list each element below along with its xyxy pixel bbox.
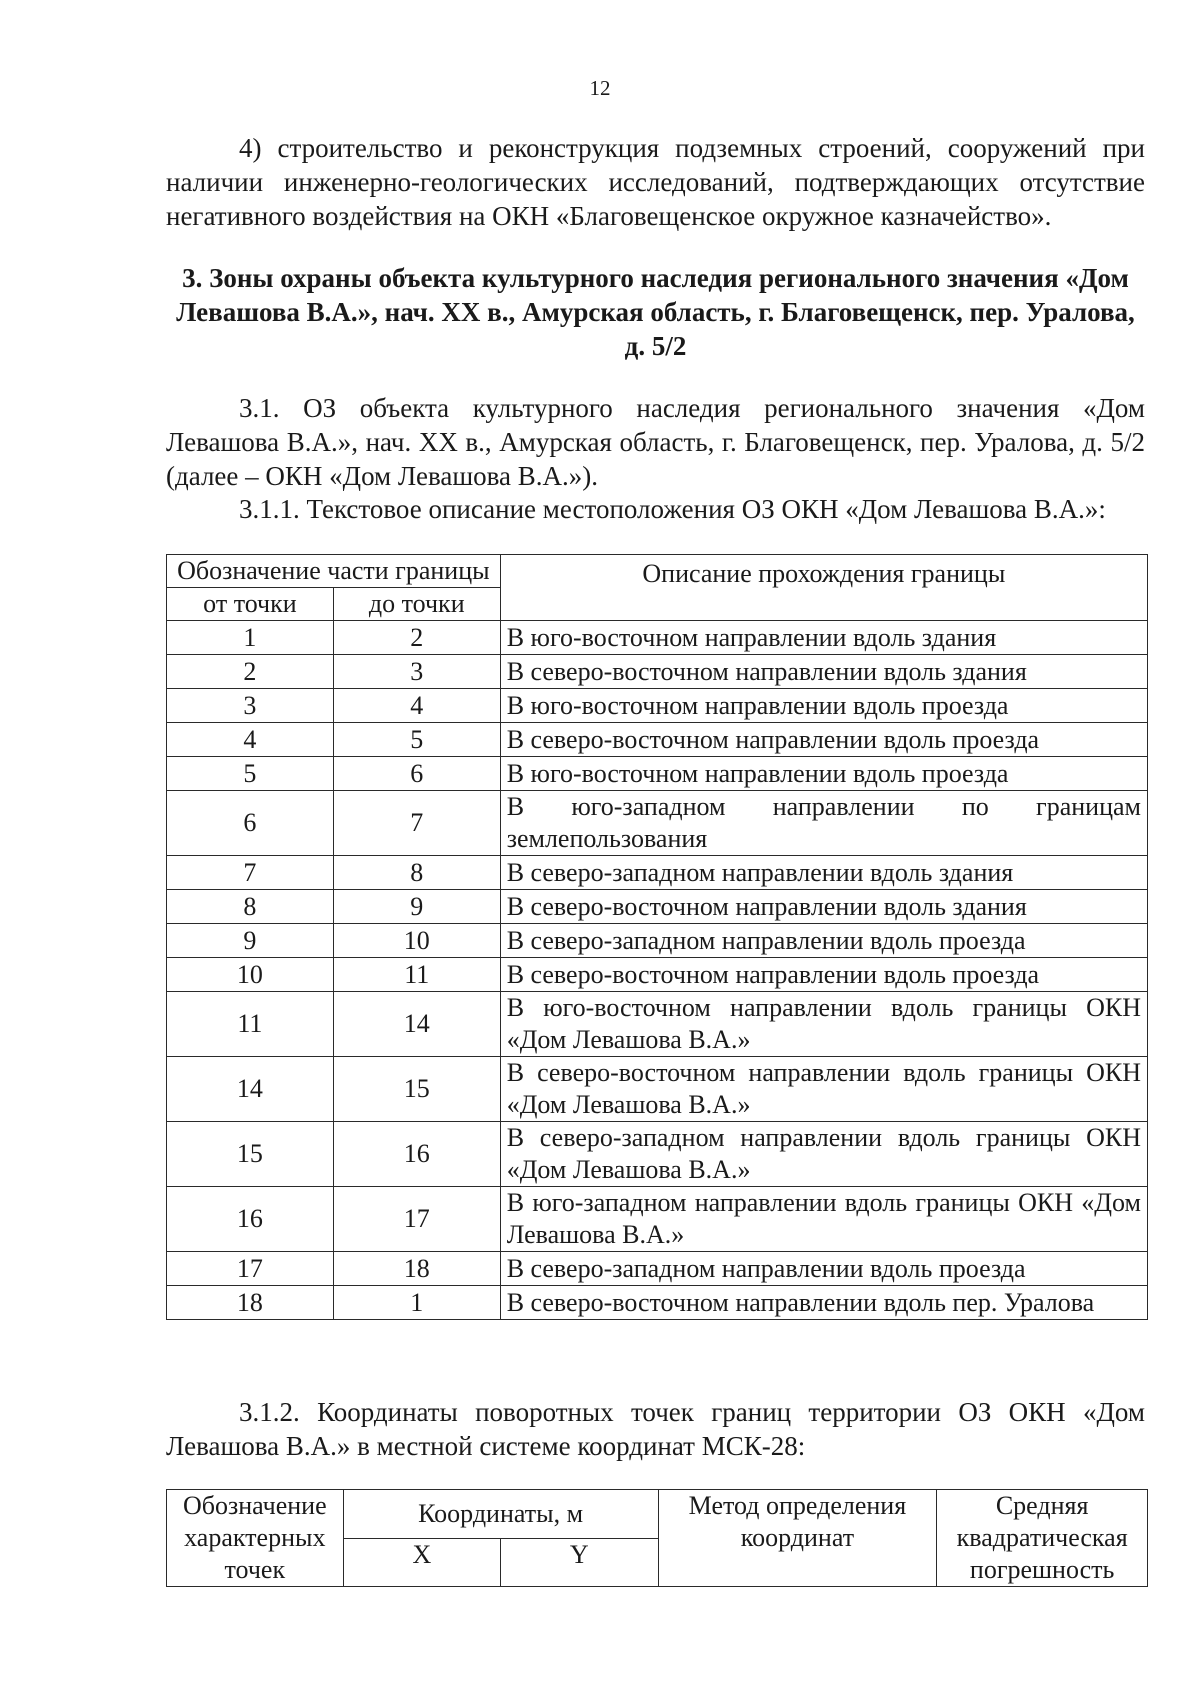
- from-point-cell: 11: [167, 992, 334, 1057]
- from-point-cell: 17: [167, 1252, 334, 1286]
- section-heading: 3. Зоны охраны объекта культурного наследия регионального значения «Дом Левашова В.А.», нач. XX в., Амурская область, г. Благовещенск, пер. Уралова, д. 5/2: [176, 263, 1135, 361]
- to-point-cell: 3: [333, 655, 500, 689]
- table-row: [167, 1057, 1148, 1122]
- to-point-cell: 11: [333, 958, 500, 992]
- description-cell: В северо-восточном направлении вдоль пер. Уралова: [500, 1286, 1147, 1320]
- to-point-cell: 18: [333, 1252, 500, 1286]
- description-cell: В северо-западном направлении вдоль границы ОКН «Дом Левашова В.А.»: [500, 1122, 1147, 1187]
- from-point-cell: 7: [167, 856, 334, 890]
- paragraph-3-1: 3.1. ОЗ объекта культурного наследия регионального значения «Дом Левашова В.А.», нач. XX в., Амурская область, г. Благовещенск, пер. Уралова, д. 5/2 (далее – ОКН «Дом Левашова В.А.»).: [166, 393, 1145, 491]
- description-cell: В юго-восточном направлении вдоль здания: [500, 621, 1147, 655]
- description-cell: В юго-восточном направлении вдоль границы ОКН «Дом Левашова В.А.»: [500, 992, 1147, 1057]
- header-boundary-description: Описание прохождения границы: [500, 555, 1147, 621]
- description-cell: В северо-восточном направлении вдоль здания: [500, 890, 1147, 924]
- from-point-cell: 5: [167, 757, 334, 791]
- description-cell: В северо-восточном направлении вдоль проезда: [500, 723, 1147, 757]
- from-point-cell: 10: [167, 958, 334, 992]
- from-point-cell: 18: [167, 1286, 334, 1320]
- table-row: [167, 689, 1148, 723]
- description-cell: В юго-восточном направлении вдоль проезда: [500, 689, 1147, 723]
- from-point-cell: 6: [167, 791, 334, 856]
- from-point-cell: 2: [167, 655, 334, 689]
- from-point-cell: 14: [167, 1057, 334, 1122]
- paragraph-3-1-2: 3.1.2. Координаты поворотных точек границ территории ОЗ ОКН «Дом Левашова В.А.» в местной системе координат МСК-28:: [166, 1397, 1145, 1461]
- description-cell: В северо-западном направлении вдоль проезда: [500, 924, 1147, 958]
- table-row: [167, 1187, 1148, 1252]
- paragraph-4: 4) строительство и реконструкция подземных строений, сооружений при наличии инженерно-геологических исследований, подтверждающих отсутствие негативного воздействия на ОКН «Благовещенское окружное казначейство».: [166, 133, 1145, 231]
- description-cell: В северо-восточном направлении вдоль границы ОКН «Дом Левашова В.А.»: [500, 1057, 1147, 1122]
- to-point-cell: 7: [333, 791, 500, 856]
- table-row: [167, 1252, 1148, 1286]
- description-cell: В юго-западном направлении по границам землепользования: [500, 791, 1147, 856]
- from-point-cell: 4: [167, 723, 334, 757]
- from-point-cell: 15: [167, 1122, 334, 1187]
- to-point-cell: 6: [333, 757, 500, 791]
- from-point-cell: 1: [167, 621, 334, 655]
- description-cell: В северо-восточном направлении вдоль здания: [500, 655, 1147, 689]
- page-number: 12: [589, 76, 611, 100]
- header-y: Y: [501, 1538, 658, 1587]
- table-row: [167, 655, 1148, 689]
- table-row: [167, 791, 1148, 856]
- header-from-point: от точки: [167, 588, 334, 621]
- from-point-cell: 16: [167, 1187, 334, 1252]
- to-point-cell: 17: [333, 1187, 500, 1252]
- coordinates-table: [166, 1489, 1148, 1587]
- to-point-cell: 9: [333, 890, 500, 924]
- table-row: [167, 992, 1148, 1057]
- table-row: [167, 890, 1148, 924]
- from-point-cell: 8: [167, 890, 334, 924]
- table-row: [167, 1122, 1148, 1187]
- to-point-cell: 16: [333, 1122, 500, 1187]
- table-row: [167, 958, 1148, 992]
- to-point-cell: 15: [333, 1057, 500, 1122]
- to-point-cell: 1: [333, 1286, 500, 1320]
- description-cell: В юго-восточном направлении вдоль проезда: [500, 757, 1147, 791]
- to-point-cell: 10: [333, 924, 500, 958]
- table-row: [167, 723, 1148, 757]
- table-row: [167, 1286, 1148, 1320]
- from-point-cell: 9: [167, 924, 334, 958]
- table-row: [167, 621, 1148, 655]
- header-mean-square-error: Средняя квадратическая погрешность: [937, 1490, 1148, 1587]
- to-point-cell: 5: [333, 723, 500, 757]
- header-coordinates: Координаты, м: [343, 1490, 658, 1539]
- to-point-cell: 8: [333, 856, 500, 890]
- to-point-cell: 4: [333, 689, 500, 723]
- to-point-cell: 14: [333, 992, 500, 1057]
- to-point-cell: 2: [333, 621, 500, 655]
- boundary-table-body: [167, 621, 1148, 1320]
- table-row: [167, 856, 1148, 890]
- header-to-point: до точки: [333, 588, 500, 621]
- table-row: [167, 757, 1148, 791]
- from-point-cell: 3: [167, 689, 334, 723]
- header-boundary-part: Обозначение части границы: [167, 555, 501, 588]
- header-characteristic-points: Обозначение характерных точек: [167, 1490, 344, 1587]
- paragraph-3-1-1: 3.1.1. Текстовое описание местоположения ОЗ ОКН «Дом Левашова В.А.»:: [239, 494, 1106, 524]
- boundary-table: [166, 554, 1148, 1320]
- table-row: [167, 924, 1148, 958]
- header-method: Метод определения координат: [658, 1490, 937, 1587]
- description-cell: В северо-западном направлении вдоль здания: [500, 856, 1147, 890]
- description-cell: В юго-западном направлении вдоль границы ОКН «Дом Левашова В.А.»: [500, 1187, 1147, 1252]
- description-cell: В северо-западном направлении вдоль проезда: [500, 1252, 1147, 1286]
- description-cell: В северо-восточном направлении вдоль проезда: [500, 958, 1147, 992]
- header-x: X: [343, 1538, 500, 1587]
